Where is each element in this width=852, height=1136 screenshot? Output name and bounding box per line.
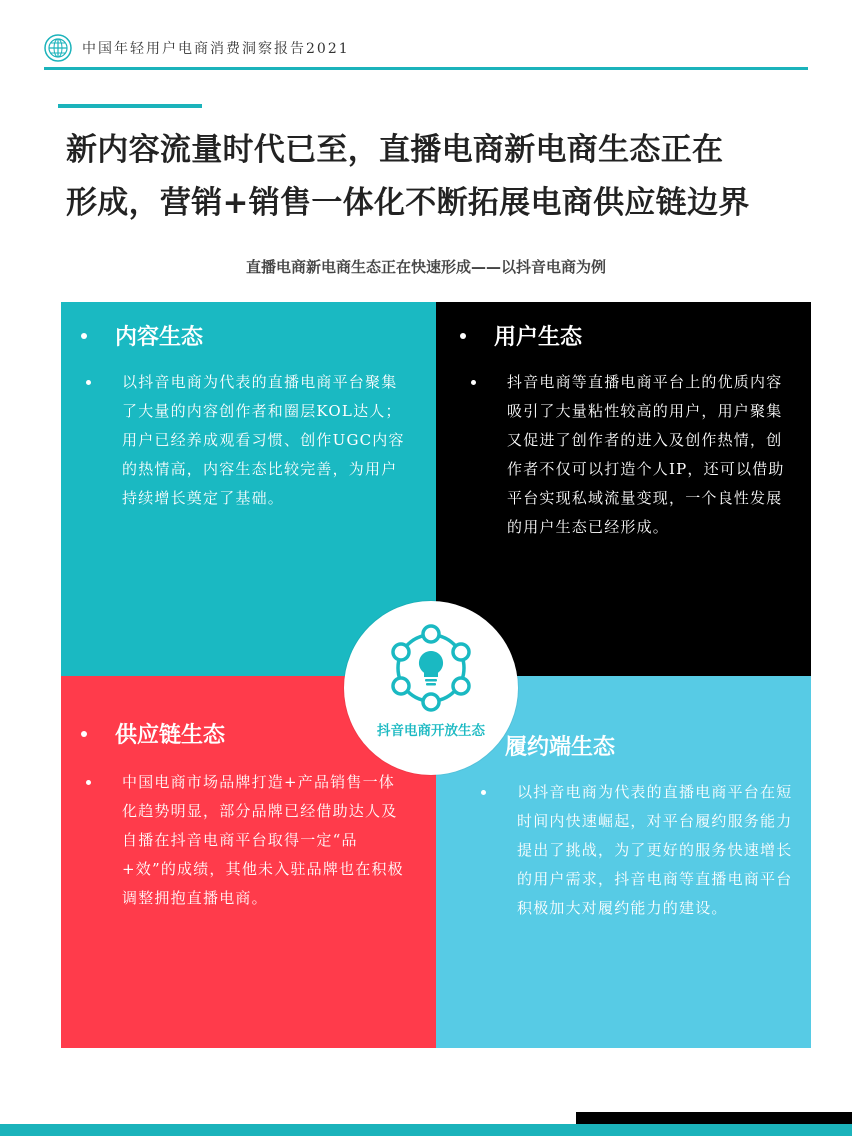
footer-teal-bar: [0, 1124, 852, 1136]
lightbulb-network-icon: [384, 621, 478, 715]
page-subtitle: 直播电商新电商生态正在快速形成——以抖音电商为例: [245, 258, 606, 276]
page-title-line2: 形成，营销+销售一体化不断拓展电商供应链边界: [66, 185, 750, 221]
quadrant-title: 用户生态: [494, 325, 583, 350]
quadrant-title: 供应链生态: [115, 723, 226, 748]
title-accent-bar: [58, 104, 202, 108]
quadrant-body: 中国电商市场品牌打造+产品销售一体化趋势明显，部分品牌已经借助达人及自播在抖音电商平台取得一定“品+效”的成绩，其他未入驻品牌也在积极调整拥抱直播电商。: [122, 768, 406, 913]
quadrant-body: 抖音电商等直播电商平台上的优质内容吸引了大量粘性较高的用户，用户聚集又促进了创作者的进入及创作热情，创作者不仅可以打造个人IP，还可以借助平台实现私域流量变现，一个良性发展的用户生态已经形成。: [507, 368, 789, 542]
header-divider: [44, 67, 808, 70]
center-label: 抖音电商开放生态: [377, 723, 485, 739]
quadrant-heading: [81, 320, 203, 351]
quadrant-title: 内容生态: [115, 325, 204, 350]
report-title: 中国年轻用户电商消费洞察报告2021: [82, 41, 350, 57]
quadrant-heading: [505, 730, 615, 761]
quadrant-user-ecosystem: [436, 302, 811, 676]
bullet-icon: [81, 731, 87, 737]
quadrant-heading: [81, 718, 225, 749]
center-ecosystem-badge: [344, 601, 518, 775]
report-header: [44, 32, 350, 64]
quadrant-title: 履约端生态: [505, 735, 616, 760]
page-title: [66, 124, 846, 230]
footer-black-bar: [576, 1112, 852, 1124]
quadrant-heading: [460, 320, 582, 351]
page-title-line1: 新内容流量时代已至，直播电商新电商生态正在: [66, 132, 724, 168]
bullet-icon: [460, 333, 466, 339]
globe-icon: [44, 34, 72, 62]
bullet-icon: [81, 333, 87, 339]
quadrant-body: 以抖音电商为代表的直播电商平台聚集了大量的内容创作者和圈层KOL达人；用户已经养成观看习惯、创作UGC内容的热情高，内容生态比较完善，为用户持续增长奠定了基础。: [122, 368, 406, 513]
quadrant-body: 以抖音电商为代表的直播电商平台在短时间内快速崛起，对平台履约服务能力提出了挑战，为了更好的服务快速增长的用户需求，抖音电商等直播电商平台积极加大对履约能力的建设。: [517, 778, 799, 923]
